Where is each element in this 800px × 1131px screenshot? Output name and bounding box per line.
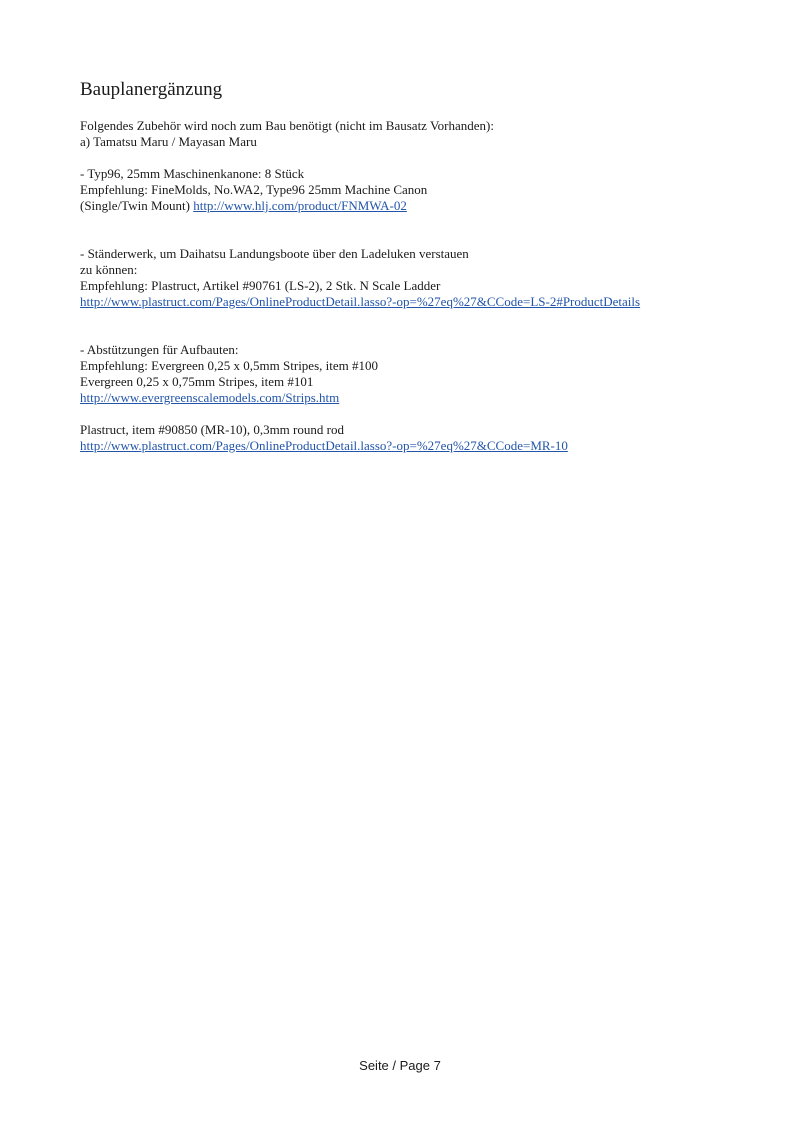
plastruct-mr10-link[interactable]: http://www.plastruct.com/Pages/OnlineProductDetail.lasso?-op=%27eq%27&CCode=MR-10 [80,438,568,453]
intro-line-1: Folgendes Zubehör wird noch zum Bau benötigt (nicht im Bausatz Vorhanden): [80,118,494,133]
evergreen-strips-link[interactable]: http://www.evergreenscalemodels.com/Strips.htm [80,390,340,405]
section3-line-1: - Abstützungen für Aufbauten: [80,342,239,357]
spacer [80,310,740,342]
section4-line-1: Plastruct, item #90850 (MR-10), 0,3mm round rod [80,422,344,437]
section2-line-3: Empfehlung: Plastruct, Artikel #90761 (LS-2), 2 Stk. N Scale Ladder [80,278,441,293]
section2-line-2: zu können: [80,262,138,277]
section3-line-2: Empfehlung: Evergreen 0,25 x 0,5mm Stripes, item #100 [80,358,378,373]
section3-line-3: Evergreen 0,25 x 0,75mm Stripes, item #101 [80,374,314,389]
section3-link-line [80,390,740,406]
plastruct-ls2-link[interactable]: http://www.plastruct.com/Pages/OnlineProductDetail.lasso?-op=%27eq%27&CCode=LS-2#ProductDetails [80,294,641,309]
intro-line-2: a) Tamatsu Maru / Mayasan Maru [80,134,257,149]
section1-line-3 [80,198,740,214]
page-footer: Seite / Page 7 [359,1058,441,1073]
spacer [80,214,740,246]
section2-link-line [80,294,740,310]
section1-line-1: - Typ96, 25mm Maschinenkanone: 8 Stück [80,166,305,181]
document-body [80,118,740,454]
section1-line-3-text: (Single/Twin Mount) [80,198,194,213]
spacer [80,150,740,166]
page-title: Bauplanergänzung [80,79,223,100]
section1-line-2: Empfehlung: FineMolds, No.WA2, Type96 25mm Machine Canon [80,182,428,197]
hlj-product-link[interactable]: http://www.hlj.com/product/FNMWA-02 [193,198,407,213]
section2-line-1: - Ständerwerk, um Daihatsu Landungsboote über den Ladeluken verstauen [80,246,469,261]
spacer [80,406,740,422]
section4-link-line [80,438,740,454]
